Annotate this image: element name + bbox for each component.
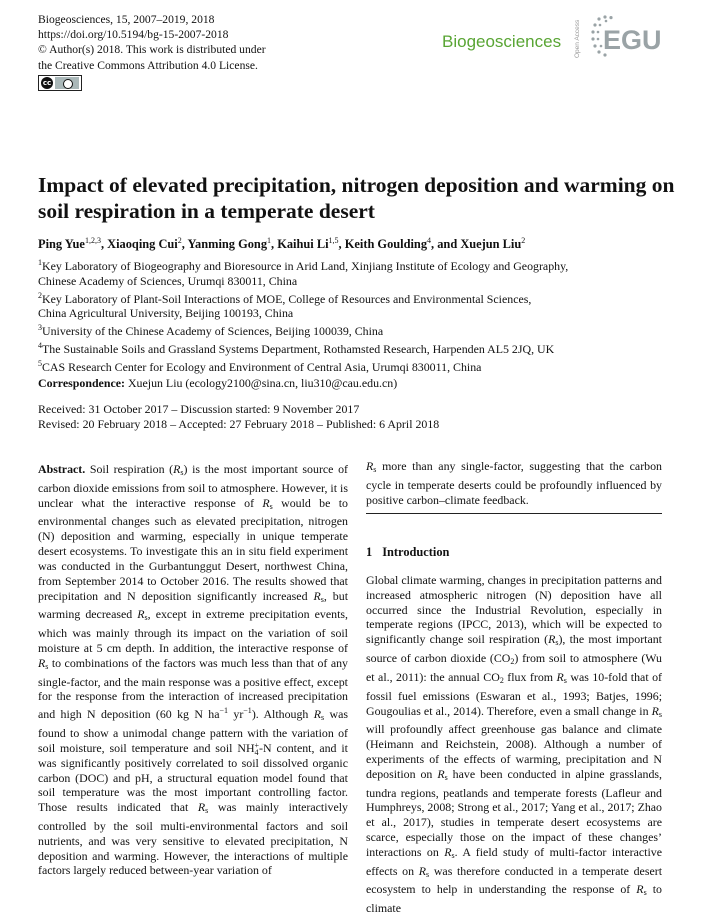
- nh4-subscript: 4: [254, 747, 259, 757]
- rs-symbol: R: [38, 655, 46, 670]
- affiliation-number: 4: [38, 340, 42, 350]
- rs-symbol: R: [366, 459, 374, 473]
- abstract-continued: [366, 459, 662, 507]
- rs-subscript: s: [321, 713, 325, 723]
- rs-symbol: R: [137, 607, 145, 622]
- journal-citation: Biogeosciences, 15, 2007–2019, 2018: [38, 13, 215, 26]
- rs-symbol: R: [313, 588, 321, 603]
- author-separator: , and: [431, 237, 461, 252]
- received-date: Received: 31 October 2017 – Discussion started: 9 November 2017: [38, 402, 360, 416]
- intro-text: . A field study of multi-factor interactive effects on: [366, 844, 662, 878]
- rs-subscript: s: [658, 709, 662, 719]
- author-affiliation-marker: 1,2,3: [84, 236, 101, 245]
- rs-symbol: R: [651, 703, 659, 718]
- co2-subscript: 2: [510, 657, 515, 667]
- citation-block: [38, 12, 266, 91]
- affiliation-number: 1: [38, 258, 42, 267]
- rs-subscript: s: [426, 869, 430, 879]
- rs-symbol: R: [313, 707, 321, 722]
- paper-title: Impact of elevated precipitation, nitrogen deposition and warming on soil respiration in a temperate desert: [38, 173, 675, 223]
- author-affiliation-marker: 2: [177, 236, 182, 245]
- introduction-heading: [366, 545, 449, 560]
- author-affiliation-marker: 2: [521, 236, 526, 245]
- rs-symbol: R: [418, 863, 427, 878]
- nh4-superscript: +: [254, 740, 260, 750]
- section-number: 1: [366, 545, 373, 559]
- affiliation-text-continued: China Agricultural University, Beijing 100193, China: [38, 306, 294, 321]
- open-access-label: Open Access: [574, 19, 581, 59]
- affiliation-text: Key Laboratory of Plant-Soil Interactions of MOE, College of Resources and Environmental Sciences,: [42, 291, 532, 306]
- license-line: the Creative Commons Attribution 4.0 License.: [38, 58, 258, 72]
- intro-text: was 10-fold that of fossil fuel emissions (Eswaran et al., 1993; Batjes, 1996; Gougoulias et al., 2014). Therefore, even a small change in: [366, 669, 663, 718]
- intro-text: was therefore conducted in a temperate desert ecosystem to help in understanding the response of: [366, 863, 663, 897]
- rs-subscript: s: [563, 675, 567, 685]
- rs-symbol: R: [197, 800, 206, 815]
- intro-text: have been conducted in alpine grasslands, tundra regions, peatlands and temperate forests (Lafleur and Humphreys, 2008; Strong et al., 2017; Yang et al., 2017; Zhao et al., 2017), studies in temperate desert ecosystems are scarce, especially those on the impact of these changes’ interactions on: [366, 766, 662, 859]
- unit-superscript: −1: [219, 706, 229, 716]
- rs-subscript: s: [373, 465, 377, 474]
- intro-text: ) from soil to atmosphere (Wu et al., 2011): the annual CO: [366, 651, 663, 684]
- author-name: Keith Goulding: [344, 237, 428, 252]
- abstract-text: , but warming decreased: [38, 588, 349, 622]
- abstract-text: -N content, and it was significantly positively correlated to soil dissolved organic carbon (DOC) and pH, a structural equation model found that soil temperature was the most important controlling factor. Those results indicated that: [38, 740, 348, 815]
- affiliation: [38, 357, 678, 375]
- author-name: Ping Yue: [38, 237, 85, 252]
- abstract-text: more than any single-factor, suggesting that the carbon cycle in temperate deserts could be profoundly influenced by positive carbon–climate feedback.: [366, 459, 662, 507]
- author-name: Xiaoqing Cui: [107, 237, 178, 252]
- author-separator: ,: [181, 237, 188, 252]
- intro-text: Global climate warming, changes in precipitation patterns and increased atmospheric nitrogen (N) deposition have all occurred since the Industrial Revolution, especially in temperate regions (IPCC, 2013), which will be expected to significantly change soil respiration (: [366, 573, 662, 647]
- rs-subscript: s: [444, 772, 448, 782]
- rs-symbol: R: [636, 882, 644, 897]
- affiliation: [38, 289, 678, 307]
- abstract: [38, 462, 348, 878]
- intro-text: will profoundly affect greenhouse gas balance and climate (Heimann and Reichstein, 2008). Although a number of experiments of the effects of warming, precipitation and N deposition on: [366, 722, 662, 781]
- section-divider: [366, 513, 662, 514]
- abstract-text: to combinations of the factors was much less than that of any single-factor, and the main response was a positive effect, except for the response from the interaction of increased precipitation and high N deposition (60 kg N ha: [38, 655, 348, 722]
- affiliation-number: 2: [38, 290, 42, 300]
- affiliation-list: [38, 256, 678, 374]
- intro-text: flux from: [503, 669, 557, 684]
- author-name: Yanming Gong: [187, 237, 268, 252]
- publication-dates: [38, 402, 439, 432]
- introduction-text: [366, 573, 662, 916]
- author-list: [38, 236, 525, 252]
- affiliation-number: 3: [38, 323, 42, 333]
- rs-symbol: R: [556, 669, 564, 684]
- rs-symbol: R: [173, 462, 181, 476]
- correspondence-label: Correspondence:: [38, 376, 125, 390]
- intro-text: ), the most important source of carbon dioxide (CO: [366, 632, 662, 666]
- rs-subscript: s: [643, 888, 647, 898]
- affiliation-text: University of the Chinese Academy of Sciences, Beijing 100039, China: [42, 324, 384, 339]
- author-affiliation-marker: 4: [427, 236, 432, 245]
- co2-subscript: 2: [499, 675, 504, 685]
- rs-subscript: s: [451, 850, 455, 860]
- rs-symbol: R: [262, 495, 270, 510]
- affiliation-text: CAS Research Center for Ecology and Environment of Central Asia, Urumqi 830011, China: [42, 359, 482, 374]
- egu-logo-text: EGU: [603, 25, 662, 55]
- rs-subscript: s: [205, 806, 209, 816]
- rs-subscript: s: [180, 468, 184, 477]
- abstract-text: was mainly interactively controlled by the soil multi-environmental factors and soil nutrients, and was very sensitive to elevated precipitation, N deposition and warming. However, the interactions of multiple factors largely reduced between-year variation of: [38, 800, 349, 878]
- cc-by-icon[interactable]: cc: [38, 75, 82, 91]
- rs-symbol: R: [437, 766, 445, 781]
- intro-text: to climate: [366, 882, 662, 916]
- rs-symbol: R: [444, 844, 452, 859]
- author-affiliation-marker: 1: [267, 236, 272, 245]
- copyright-line: © Author(s) 2018. This work is distributed under: [38, 43, 266, 57]
- author-separator: ,: [100, 237, 108, 252]
- unit-superscript: −1: [243, 706, 252, 716]
- abstract-label: Abstract.: [38, 462, 86, 476]
- correspondence: [38, 376, 397, 391]
- affiliation-text: The Sustainable Soils and Grassland Systems Department, Rothamsted Research, Harpenden AL5 2JQ, UK: [42, 341, 555, 356]
- affiliation-text-continued: Chinese Academy of Sciences, Urumqi 830011, China: [38, 273, 298, 288]
- rs-symbol: R: [548, 632, 556, 647]
- author-name: Xuejun Liu: [460, 237, 522, 252]
- rs-subscript: s: [555, 638, 559, 648]
- affiliation: [38, 256, 678, 274]
- author-affiliation-marker: 1,5: [328, 236, 339, 245]
- abstract-text: , except in extreme precipitation events, which was mainly through its impact on the variation of soil moisture at 5 cm depth. In addition, the interactive response of: [38, 607, 348, 655]
- abstract-text: Soil respiration (: [89, 462, 174, 476]
- unit-year: yr: [228, 707, 244, 722]
- journal-name: Biogeosciences: [442, 32, 562, 51]
- author-separator: ,: [271, 237, 278, 252]
- abstract-text: would be to environmental changes such as elevated precipitation, nitrogen (N) deposition and warming, especially in unique temperate desert ecosystems. To investigate this an in situ field experiment was conducted in the Gurbantunggut Desert, northwest China, from September 2014 to October 2016. The results showed that precipitation and N deposition significantly increased: [38, 495, 348, 603]
- revised-date: Revised: 20 February 2018 – Accepted: 27 February 2018 – Published: 6 April 2018: [38, 416, 440, 431]
- rs-subscript: s: [320, 594, 324, 604]
- egu-logo: [590, 14, 666, 62]
- section-title: Introduction: [382, 545, 450, 559]
- affiliation: [38, 339, 678, 357]
- affiliation-text: Key Laboratory of Biogeography and Bioresource in Arid Land, Xinjiang Institute of Ecology and Geography,: [42, 258, 569, 273]
- affiliation-number: 5: [38, 358, 42, 368]
- rs-subscript: s: [45, 661, 49, 671]
- doi-link[interactable]: https://doi.org/10.5194/bg-15-2007-2018: [38, 28, 229, 42]
- author-name: Kaihui Li: [277, 237, 329, 252]
- author-separator: ,: [338, 237, 345, 252]
- abstract-text: was found to show a unimodal change pattern with the variation of soil moisture, soil temperature and soil NH: [38, 707, 348, 755]
- correspondence-text[interactable]: Xuejun Liu (ecology2100@sina.cn, liu310@cau.edu.cn): [127, 376, 398, 390]
- affiliation: [38, 321, 678, 339]
- abstract-text: ) is the most important source of carbon dioxide emissions from soil to atmosphere. However, it is unclear what the interactive response of: [38, 462, 348, 510]
- rs-subscript: s: [269, 501, 273, 511]
- abstract-text: ). Although: [251, 707, 314, 722]
- rs-subscript: s: [144, 613, 148, 623]
